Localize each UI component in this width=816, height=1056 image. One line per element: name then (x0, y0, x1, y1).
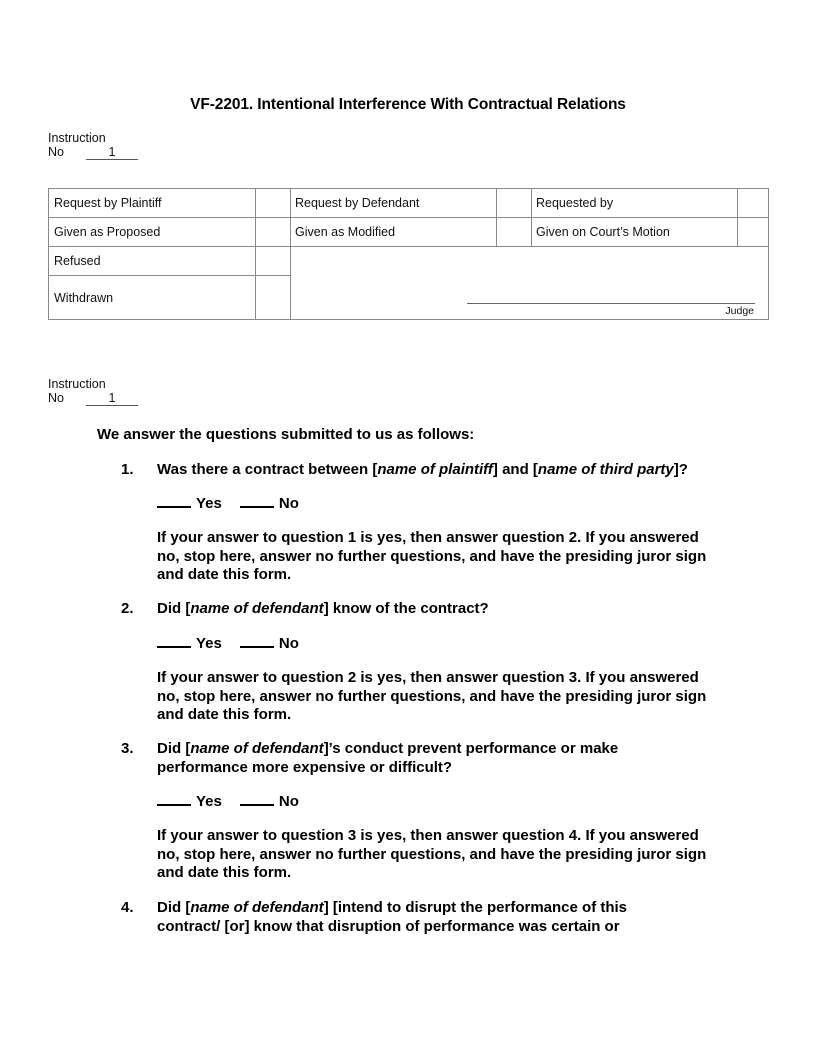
answer-options-1 (157, 495, 299, 512)
table-divider (49, 246, 768, 247)
instruction-no-field[interactable]: 1 (86, 146, 138, 160)
yes-label: Yes (196, 793, 222, 810)
requested-by-checkbox[interactable] (738, 190, 768, 217)
yes-blank[interactable] (157, 645, 191, 648)
no-label: No (278, 793, 299, 810)
question-text: Did [name of defendant] know of the contract? (157, 600, 489, 617)
question-2-instruction: If your answer to question 2 is yes, then answer question 3. If you answered no, stop here, answer no further questions, and have the presiding juror sign and date this form. (157, 669, 707, 723)
given-as-proposed-label: Given as Proposed (54, 225, 161, 239)
instruction-no-label: No (48, 145, 64, 159)
request-disposition-table (48, 188, 769, 320)
table-divider (49, 275, 290, 276)
question-text: Was there a contract between [name of plaintiff] and [name of third party]? (157, 461, 688, 478)
judge-signature-line[interactable] (467, 303, 755, 304)
question-text: Did [name of defendant]’s conduct prevent performance or make performance more expensive or difficult? (157, 740, 619, 776)
instruction-no-label: No (48, 391, 64, 405)
request-by-plaintiff-label: Request by Plaintiff (54, 196, 162, 210)
no-blank[interactable] (240, 505, 274, 508)
no-blank[interactable] (240, 803, 274, 806)
given-as-proposed-checkbox[interactable] (256, 218, 290, 246)
request-by-defendant-label: Request by Defendant (295, 196, 420, 210)
question-number: 4. (121, 899, 134, 916)
instruction-label: Instruction (48, 131, 106, 145)
given-on-courts-motion-label: Given on Court’s Motion (536, 225, 670, 239)
instruction-number-block (48, 377, 138, 406)
given-on-courts-motion-checkbox[interactable] (738, 218, 768, 246)
withdrawn-label: Withdrawn (54, 291, 114, 305)
instruction-label: Instruction (48, 377, 106, 391)
refused-label: Refused (54, 254, 101, 268)
yes-blank[interactable] (157, 803, 191, 806)
given-as-modified-label: Given as Modified (295, 225, 396, 239)
table-divider (49, 217, 768, 218)
yes-label: Yes (196, 635, 222, 652)
verdict-intro: We answer the questions submitted to us as follows: (97, 426, 475, 443)
no-blank[interactable] (240, 645, 274, 648)
instruction-no-field[interactable]: 1 (86, 392, 138, 406)
question-text: Did [name of defendant] [intend to disrupt the performance of this contract/ [or] know that disruption of performance was certain or (157, 899, 628, 935)
question-1-instruction: If your answer to question 1 is yes, then answer question 2. If you answered no, stop here, answer no further questions, and have the presiding juror sign and date this form. (157, 529, 707, 583)
no-label: No (278, 635, 299, 652)
requested-by-label: Requested by (536, 196, 614, 210)
instruction-number-block (48, 131, 138, 160)
request-by-defendant-checkbox[interactable] (497, 190, 531, 217)
question-3-instruction: If your answer to question 3 is yes, then answer question 4. If you answered no, stop here, answer no further questions, and have the presiding juror sign and date this form. (157, 827, 707, 881)
judge-label: Judge (725, 305, 754, 317)
question-number: 1. (121, 461, 134, 478)
answer-options-3 (157, 793, 299, 810)
request-by-plaintiff-checkbox[interactable] (256, 190, 290, 217)
yes-label: Yes (196, 495, 222, 512)
document-title: VF-2201. Intentional Interference With Contractual Relations (190, 96, 626, 113)
question-number: 3. (121, 740, 134, 757)
given-as-modified-checkbox[interactable] (497, 218, 531, 246)
no-label: No (278, 495, 299, 512)
yes-blank[interactable] (157, 505, 191, 508)
refused-checkbox[interactable] (256, 247, 290, 275)
answer-options-2 (157, 635, 299, 652)
question-number: 2. (121, 600, 134, 617)
withdrawn-checkbox[interactable] (256, 276, 290, 319)
